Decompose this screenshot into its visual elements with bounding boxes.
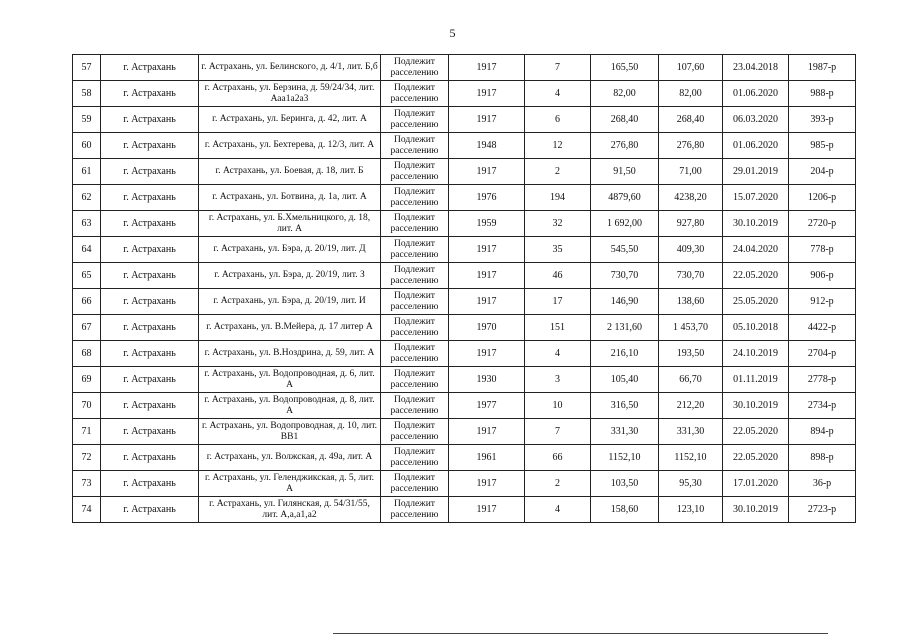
cell-order-number: 988-р — [789, 81, 856, 107]
cell-row-number: 63 — [73, 211, 101, 237]
table-row — [73, 133, 856, 159]
table-row — [73, 419, 856, 445]
cell-decision-date: 30.10.2019 — [723, 211, 789, 237]
cell-residents: 3 — [525, 367, 591, 393]
cell-order-number: 906-р — [789, 263, 856, 289]
cell-order-number: 2723-р — [789, 497, 856, 523]
cell-city: г. Астрахань — [101, 211, 199, 237]
cell-residents: 12 — [525, 133, 591, 159]
cell-living-area: 66,70 — [659, 367, 723, 393]
cell-residents: 4 — [525, 341, 591, 367]
cell-status: Подлежит расселению — [381, 497, 449, 523]
cell-order-number: 2734-р — [789, 393, 856, 419]
cell-living-area: 730,70 — [659, 263, 723, 289]
cell-total-area: 1 692,00 — [591, 211, 659, 237]
cell-residents: 151 — [525, 315, 591, 341]
footer-divider — [333, 633, 828, 634]
cell-row-number: 70 — [73, 393, 101, 419]
cell-year-built: 1948 — [449, 133, 525, 159]
table-row — [73, 393, 856, 419]
cell-city: г. Астрахань — [101, 393, 199, 419]
cell-address: г. Астрахань, ул. В.Мейера, д. 17 литер А — [199, 315, 381, 341]
cell-address: г. Астрахань, ул. Ботвина, д. 1а, лит. А — [199, 185, 381, 211]
cell-order-number: 2720-р — [789, 211, 856, 237]
table-row — [73, 107, 856, 133]
cell-decision-date: 22.05.2020 — [723, 445, 789, 471]
cell-total-area: 82,00 — [591, 81, 659, 107]
cell-total-area: 4879,60 — [591, 185, 659, 211]
cell-decision-date: 23.04.2018 — [723, 55, 789, 81]
cell-city: г. Астрахань — [101, 81, 199, 107]
cell-address: г. Астрахань, ул. В.Ноздрина, д. 59, лит. А — [199, 341, 381, 367]
cell-address: г. Астрахань, ул. Боевая, д. 18, лит. Б — [199, 159, 381, 185]
cell-living-area: 138,60 — [659, 289, 723, 315]
cell-decision-date: 29.01.2019 — [723, 159, 789, 185]
cell-year-built: 1917 — [449, 107, 525, 133]
table-row — [73, 497, 856, 523]
table-row — [73, 367, 856, 393]
cell-decision-date: 06.03.2020 — [723, 107, 789, 133]
cell-status: Подлежит расселению — [381, 341, 449, 367]
cell-total-area: 165,50 — [591, 55, 659, 81]
cell-row-number: 69 — [73, 367, 101, 393]
cell-row-number: 59 — [73, 107, 101, 133]
cell-residents: 35 — [525, 237, 591, 263]
table-row — [73, 263, 856, 289]
cell-residents: 7 — [525, 55, 591, 81]
housing-registry-table — [72, 54, 856, 523]
cell-address: г. Астрахань, ул. Беринга, д. 42, лит. А — [199, 107, 381, 133]
cell-year-built: 1917 — [449, 263, 525, 289]
cell-residents: 7 — [525, 419, 591, 445]
cell-status: Подлежит расселению — [381, 185, 449, 211]
cell-city: г. Астрахань — [101, 341, 199, 367]
cell-order-number: 204-р — [789, 159, 856, 185]
cell-row-number: 61 — [73, 159, 101, 185]
cell-address: г. Астрахань, ул. Гилянская, д. 54/31/55, лит. А,а,а1,а2 — [199, 497, 381, 523]
cell-residents: 2 — [525, 471, 591, 497]
cell-decision-date: 22.05.2020 — [723, 419, 789, 445]
cell-status: Подлежит расселению — [381, 315, 449, 341]
cell-address: г. Астрахань, ул. Волжская, д. 49а, лит. А — [199, 445, 381, 471]
cell-city: г. Астрахань — [101, 471, 199, 497]
cell-total-area: 316,50 — [591, 393, 659, 419]
cell-address: г. Астрахань, ул. Водопроводная, д. 10, лит. ВВ1 — [199, 419, 381, 445]
cell-status: Подлежит расселению — [381, 81, 449, 107]
cell-decision-date: 01.06.2020 — [723, 81, 789, 107]
cell-city: г. Астрахань — [101, 107, 199, 133]
cell-order-number: 4422-р — [789, 315, 856, 341]
cell-year-built: 1917 — [449, 289, 525, 315]
cell-city: г. Астрахань — [101, 263, 199, 289]
cell-year-built: 1976 — [449, 185, 525, 211]
cell-city: г. Астрахань — [101, 159, 199, 185]
cell-decision-date: 17.01.2020 — [723, 471, 789, 497]
cell-city: г. Астрахань — [101, 55, 199, 81]
cell-status: Подлежит расселению — [381, 159, 449, 185]
cell-year-built: 1917 — [449, 55, 525, 81]
cell-residents: 66 — [525, 445, 591, 471]
cell-row-number: 60 — [73, 133, 101, 159]
cell-row-number: 74 — [73, 497, 101, 523]
table-row — [73, 185, 856, 211]
cell-city: г. Астрахань — [101, 497, 199, 523]
cell-order-number: 1206-р — [789, 185, 856, 211]
table-row — [73, 211, 856, 237]
cell-row-number: 57 — [73, 55, 101, 81]
cell-decision-date: 15.07.2020 — [723, 185, 789, 211]
cell-city: г. Астрахань — [101, 133, 199, 159]
cell-row-number: 64 — [73, 237, 101, 263]
cell-status: Подлежит расселению — [381, 471, 449, 497]
cell-order-number: 1987-р — [789, 55, 856, 81]
cell-total-area: 1152,10 — [591, 445, 659, 471]
cell-residents: 194 — [525, 185, 591, 211]
table-row — [73, 315, 856, 341]
cell-decision-date: 05.10.2018 — [723, 315, 789, 341]
cell-year-built: 1977 — [449, 393, 525, 419]
cell-decision-date: 30.10.2019 — [723, 393, 789, 419]
cell-total-area: 146,90 — [591, 289, 659, 315]
cell-address: г. Астрахань, ул. Белинского, д. 4/1, лит. Б,б — [199, 55, 381, 81]
cell-residents: 4 — [525, 81, 591, 107]
cell-order-number: 985-р — [789, 133, 856, 159]
cell-row-number: 67 — [73, 315, 101, 341]
cell-address: г. Астрахань, ул. Водопроводная, д. 8, лит. А — [199, 393, 381, 419]
cell-living-area: 107,60 — [659, 55, 723, 81]
cell-year-built: 1930 — [449, 367, 525, 393]
table-row — [73, 237, 856, 263]
table-row — [73, 471, 856, 497]
cell-city: г. Астрахань — [101, 419, 199, 445]
cell-total-area: 331,30 — [591, 419, 659, 445]
cell-living-area: 82,00 — [659, 81, 723, 107]
table-row — [73, 159, 856, 185]
cell-row-number: 68 — [73, 341, 101, 367]
cell-residents: 17 — [525, 289, 591, 315]
cell-city: г. Астрахань — [101, 237, 199, 263]
cell-living-area: 268,40 — [659, 107, 723, 133]
cell-living-area: 95,30 — [659, 471, 723, 497]
cell-city: г. Астрахань — [101, 185, 199, 211]
cell-total-area: 276,80 — [591, 133, 659, 159]
cell-order-number: 2778-р — [789, 367, 856, 393]
cell-order-number: 894-р — [789, 419, 856, 445]
cell-order-number: 36-р — [789, 471, 856, 497]
table-body — [73, 55, 856, 523]
table-row — [73, 289, 856, 315]
cell-status: Подлежит расселению — [381, 211, 449, 237]
cell-year-built: 1917 — [449, 81, 525, 107]
cell-order-number: 912-р — [789, 289, 856, 315]
cell-city: г. Астрахань — [101, 315, 199, 341]
cell-total-area: 216,10 — [591, 341, 659, 367]
table-row — [73, 55, 856, 81]
cell-total-area: 105,40 — [591, 367, 659, 393]
cell-address: г. Астрахань, ул. Бэра, д. 20/19, лит. Д — [199, 237, 381, 263]
cell-status: Подлежит расселению — [381, 393, 449, 419]
cell-total-area: 730,70 — [591, 263, 659, 289]
cell-order-number: 898-р — [789, 445, 856, 471]
cell-order-number: 778-р — [789, 237, 856, 263]
cell-row-number: 72 — [73, 445, 101, 471]
cell-order-number: 393-р — [789, 107, 856, 133]
cell-total-area: 2 131,60 — [591, 315, 659, 341]
cell-city: г. Астрахань — [101, 445, 199, 471]
cell-residents: 2 — [525, 159, 591, 185]
cell-status: Подлежит расселению — [381, 133, 449, 159]
cell-address: г. Астрахань, ул. Б.Хмельницкого, д. 18, лит. А — [199, 211, 381, 237]
cell-living-area: 212,20 — [659, 393, 723, 419]
cell-residents: 6 — [525, 107, 591, 133]
cell-year-built: 1959 — [449, 211, 525, 237]
cell-address: г. Астрахань, ул. Бэра, д. 20/19, лит. И — [199, 289, 381, 315]
cell-year-built: 1917 — [449, 497, 525, 523]
cell-living-area: 276,80 — [659, 133, 723, 159]
cell-total-area: 268,40 — [591, 107, 659, 133]
cell-living-area: 1 453,70 — [659, 315, 723, 341]
cell-status: Подлежит расселению — [381, 419, 449, 445]
cell-living-area: 927,80 — [659, 211, 723, 237]
cell-status: Подлежит расселению — [381, 289, 449, 315]
cell-year-built: 1917 — [449, 237, 525, 263]
cell-status: Подлежит расселению — [381, 367, 449, 393]
cell-decision-date: 30.10.2019 — [723, 497, 789, 523]
cell-living-area: 4238,20 — [659, 185, 723, 211]
cell-year-built: 1961 — [449, 445, 525, 471]
cell-row-number: 58 — [73, 81, 101, 107]
cell-row-number: 66 — [73, 289, 101, 315]
cell-residents: 10 — [525, 393, 591, 419]
cell-decision-date: 24.10.2019 — [723, 341, 789, 367]
cell-residents: 4 — [525, 497, 591, 523]
page-number: 5 — [449, 26, 456, 40]
cell-address: г. Астрахань, ул. Бэра, д. 20/19, лит. З — [199, 263, 381, 289]
cell-total-area: 91,50 — [591, 159, 659, 185]
cell-address: г. Астрахань, ул. Геленджикская, д. 5, лит. А — [199, 471, 381, 497]
cell-decision-date: 22.05.2020 — [723, 263, 789, 289]
cell-total-area: 158,60 — [591, 497, 659, 523]
cell-address: г. Астрахань, ул. Водопроводная, д. 6, лит. А — [199, 367, 381, 393]
cell-address: г. Астрахань, ул. Берзина, д. 59/24/34, лит. Ааа1а2а3 — [199, 81, 381, 107]
cell-decision-date: 01.11.2019 — [723, 367, 789, 393]
cell-total-area: 103,50 — [591, 471, 659, 497]
cell-year-built: 1917 — [449, 471, 525, 497]
cell-living-area: 123,10 — [659, 497, 723, 523]
cell-order-number: 2704-р — [789, 341, 856, 367]
cell-address: г. Астрахань, ул. Бехтерева, д. 12/3, лит. А — [199, 133, 381, 159]
cell-row-number: 71 — [73, 419, 101, 445]
cell-living-area: 1152,10 — [659, 445, 723, 471]
cell-row-number: 62 — [73, 185, 101, 211]
cell-status: Подлежит расселению — [381, 107, 449, 133]
cell-city: г. Астрахань — [101, 367, 199, 393]
cell-decision-date: 25.05.2020 — [723, 289, 789, 315]
cell-living-area: 331,30 — [659, 419, 723, 445]
cell-residents: 32 — [525, 211, 591, 237]
cell-row-number: 65 — [73, 263, 101, 289]
cell-living-area: 71,00 — [659, 159, 723, 185]
cell-city: г. Астрахань — [101, 289, 199, 315]
cell-year-built: 1970 — [449, 315, 525, 341]
cell-year-built: 1917 — [449, 341, 525, 367]
table-row — [73, 81, 856, 107]
cell-decision-date: 24.04.2020 — [723, 237, 789, 263]
cell-status: Подлежит расселению — [381, 263, 449, 289]
cell-status: Подлежит расселению — [381, 55, 449, 81]
cell-year-built: 1917 — [449, 419, 525, 445]
cell-decision-date: 01.06.2020 — [723, 133, 789, 159]
cell-living-area: 409,30 — [659, 237, 723, 263]
table-row — [73, 445, 856, 471]
cell-row-number: 73 — [73, 471, 101, 497]
cell-status: Подлежит расселению — [381, 445, 449, 471]
cell-total-area: 545,50 — [591, 237, 659, 263]
table-row — [73, 341, 856, 367]
cell-residents: 46 — [525, 263, 591, 289]
cell-living-area: 193,50 — [659, 341, 723, 367]
cell-year-built: 1917 — [449, 159, 525, 185]
cell-status: Подлежит расселению — [381, 237, 449, 263]
